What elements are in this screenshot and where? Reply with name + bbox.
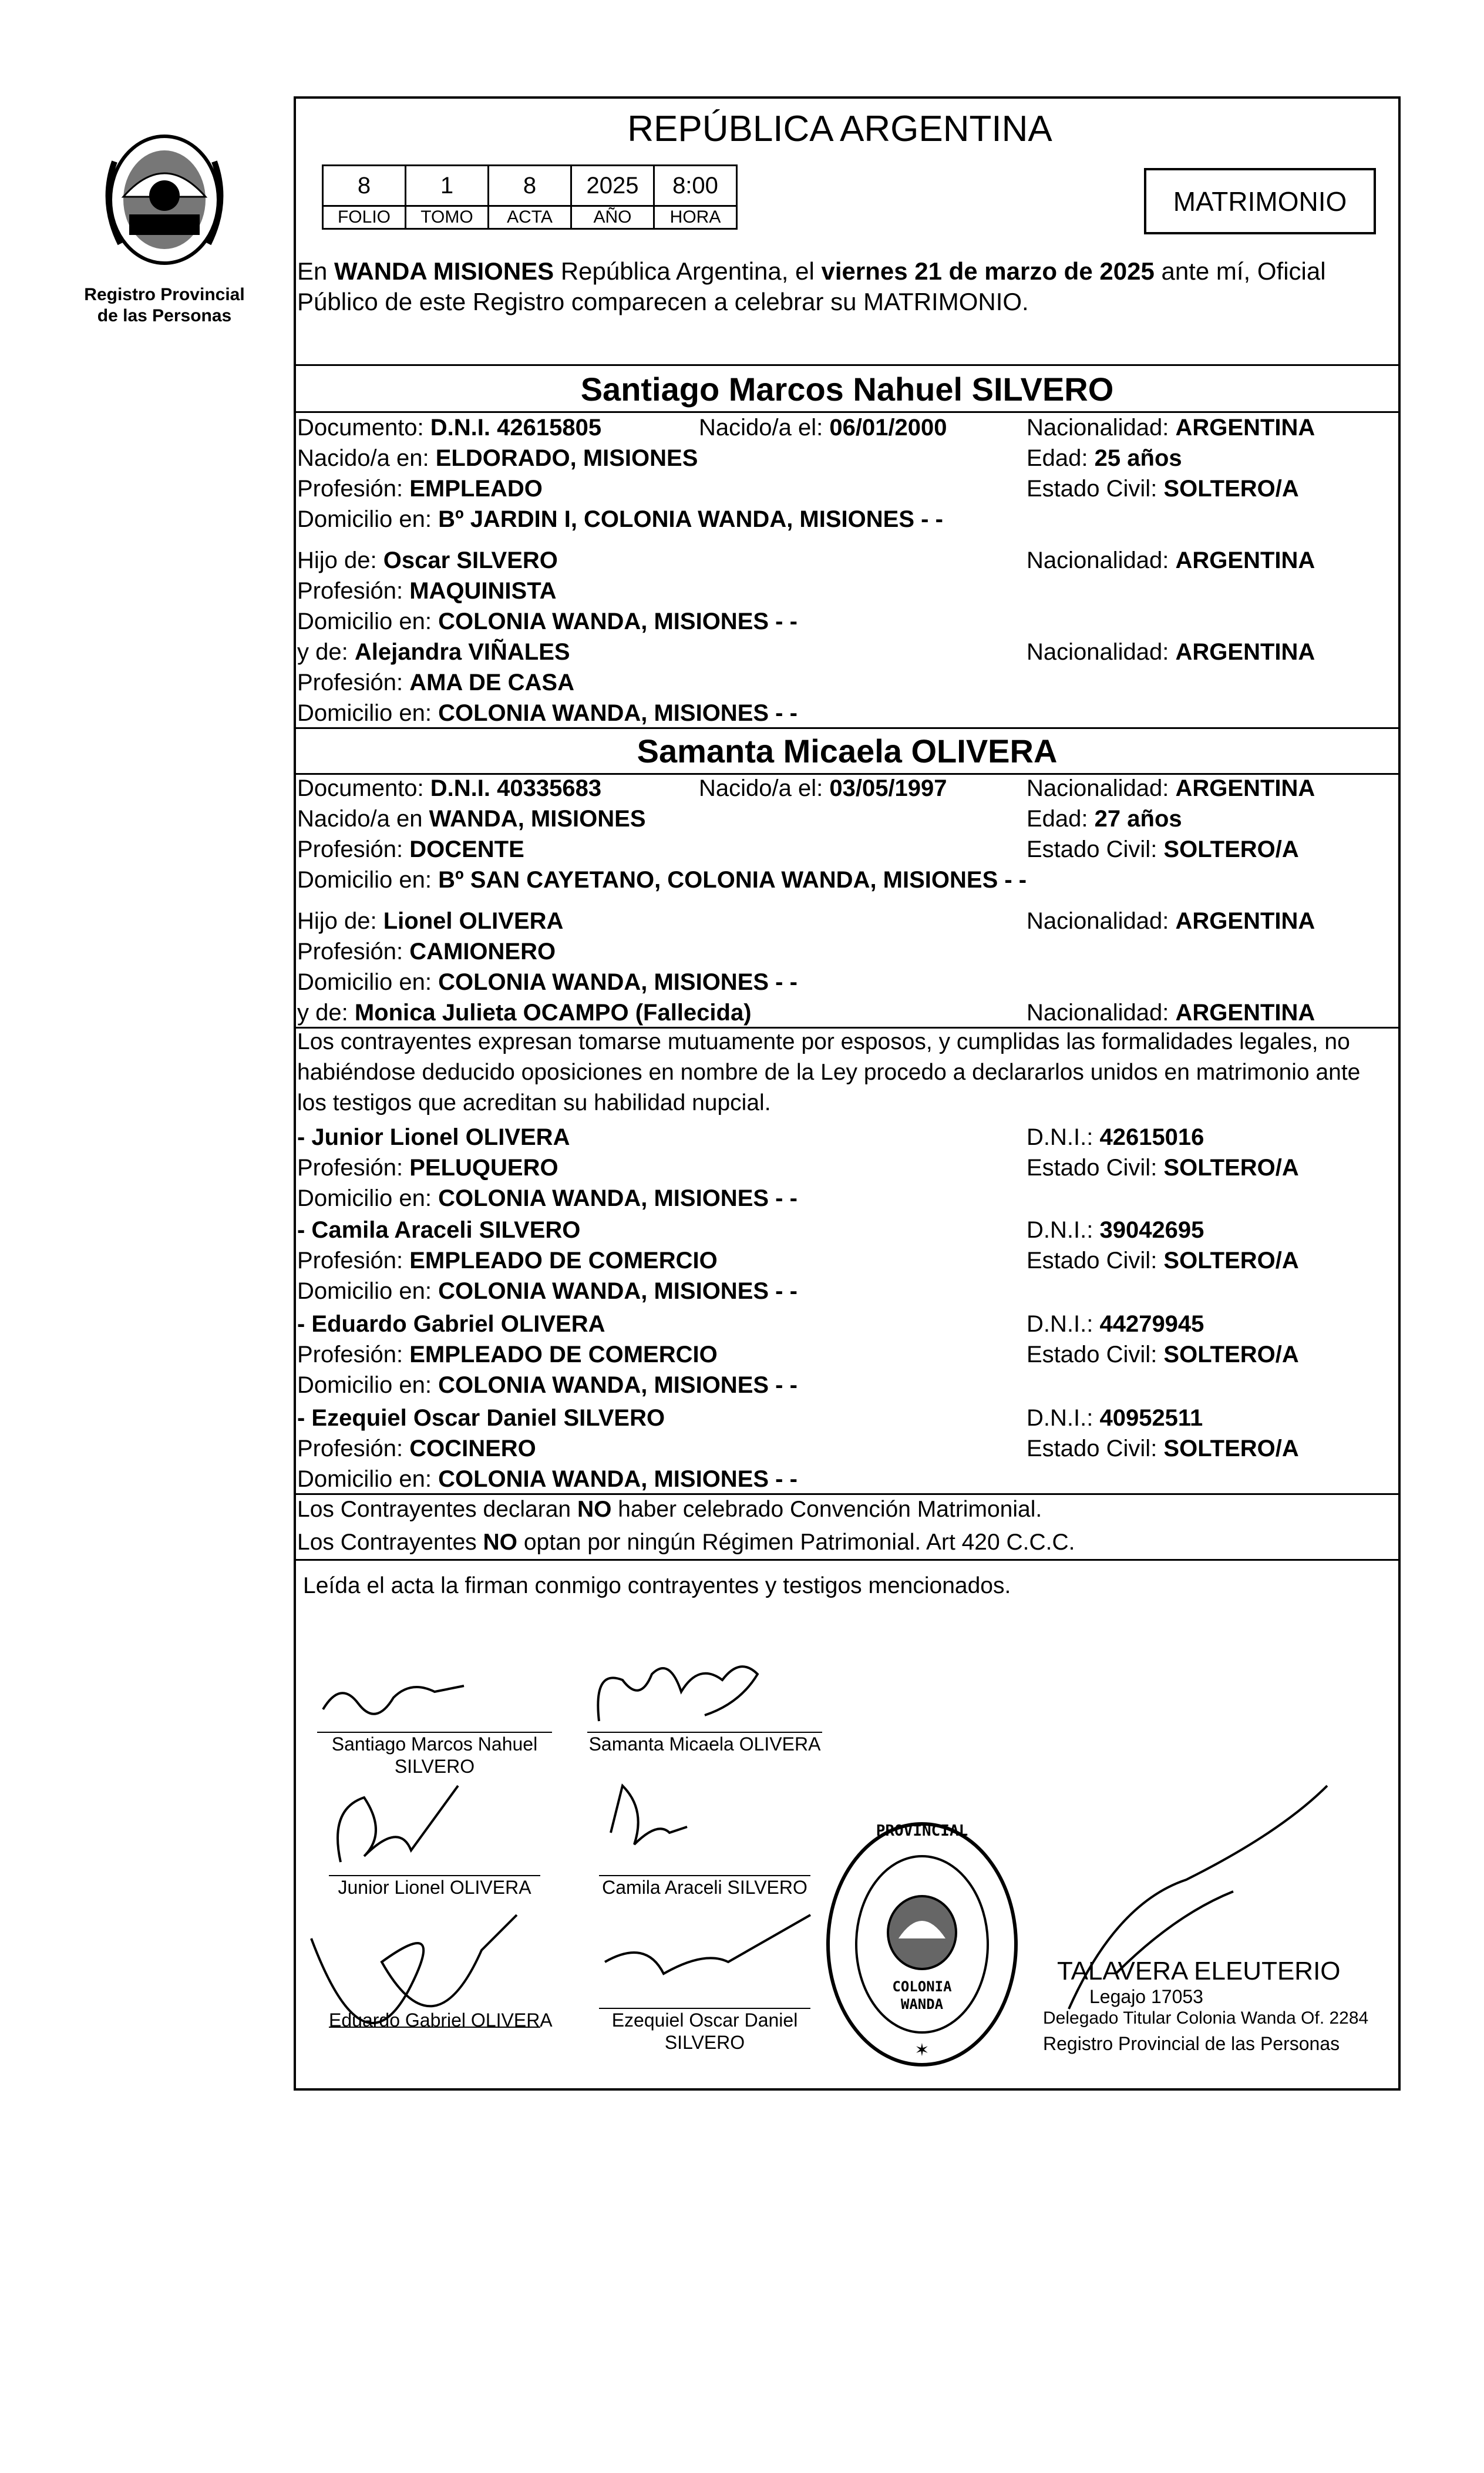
divider	[294, 1559, 1401, 1561]
label: Nacionalidad:	[1027, 908, 1176, 934]
groom-birthdate	[699, 414, 947, 442]
value: ARGENTINA	[1175, 1000, 1315, 1026]
value: Bº JARDIN I, COLONIA WANDA, MISIONES - -	[438, 506, 943, 532]
value: ARGENTINA	[1175, 415, 1315, 441]
anio-value: 2025	[571, 166, 654, 206]
emphasis: NO	[577, 1497, 612, 1522]
value: COLONIA WANDA, MISIONES - -	[438, 609, 797, 634]
groom-profession	[297, 475, 543, 503]
witness-4-name: - Ezequiel Oscar Daniel SILVERO	[297, 1405, 665, 1431]
witness-1-name: - Junior Lionel OLIVERA	[297, 1124, 570, 1150]
witness-3-name: - Eduardo Gabriel OLIVERA	[297, 1311, 605, 1337]
value: 42615016	[1099, 1124, 1204, 1150]
divider	[294, 364, 1401, 366]
label: D.N.I.:	[1027, 1405, 1100, 1431]
value: Lionel OLIVERA	[383, 908, 564, 934]
witness-3-civil-status	[1027, 1340, 1299, 1369]
bride-age	[1027, 805, 1182, 833]
value: 44279945	[1099, 1311, 1204, 1337]
witness-4-civil-status	[1027, 1434, 1299, 1463]
witness-3-signature-caption: Eduardo Gabriel OLIVERA	[329, 2010, 553, 2031]
tomo-label: TOMO	[406, 206, 489, 229]
label: Documento:	[297, 775, 430, 801]
folio-label: FOLIO	[323, 206, 406, 229]
svg-text:COLONIA: COLONIA	[892, 1978, 952, 1995]
value: SOLTERO/A	[1163, 476, 1299, 502]
witness-3-dni	[1027, 1310, 1204, 1338]
officer-name: TALAVERA ELEUTERIO	[1057, 1957, 1341, 1985]
value: ARGENTINA	[1175, 775, 1315, 801]
bride-birthdate	[699, 774, 947, 802]
bride-mother-nationality	[1027, 999, 1315, 1027]
groom-birthplace	[297, 444, 698, 472]
page-title: REPÚBLICA ARGENTINA	[627, 109, 1052, 149]
value: SOLTERO/A	[1163, 1155, 1299, 1181]
text: Los Contrayentes declaran	[297, 1497, 577, 1522]
bride-signature-caption: Samanta Micaela OLIVERA	[588, 1733, 821, 1755]
registry-name-line1: Registro Provincial	[84, 285, 245, 304]
groom-nationality	[1027, 414, 1315, 442]
value: Monica Julieta OCAMPO (Fallecida)	[354, 1000, 752, 1026]
bride-mother	[297, 999, 752, 1027]
label: Documento:	[297, 415, 430, 441]
value: 27 años	[1094, 806, 1182, 832]
value: 40952511	[1099, 1405, 1203, 1431]
groom-address	[297, 505, 943, 533]
groom-age	[1027, 444, 1182, 472]
label: Domicilio en:	[297, 700, 439, 726]
registry-name-line2: de las Personas	[97, 306, 232, 325]
declaration-line-1: Los contrayentes expresan tomarse mutuamente por esposos, y cumplidas las formalidades legales, no	[297, 1029, 1350, 1054]
bride-address	[297, 866, 1027, 894]
groom-mother-address	[297, 699, 797, 727]
label: Profesión:	[297, 939, 410, 965]
witness-2-address	[297, 1277, 797, 1305]
groom-father	[297, 546, 558, 574]
bride-profession	[297, 835, 524, 863]
label: Estado Civil:	[1027, 1436, 1164, 1461]
label: Nacido/a el:	[699, 415, 830, 441]
value: D.N.I. 42615805	[430, 415, 602, 441]
witness-4-signature-caption-1: Ezequiel Oscar Daniel	[611, 2010, 798, 2031]
declaration-line-2: habiéndose deducido oposiciones en nombre de la Ley procedo a declararlos unidos en matrimonio ante	[297, 1060, 1361, 1085]
value: EMPLEADO	[409, 476, 543, 502]
label: Nacido/a en	[297, 806, 429, 832]
groom-father-nationality	[1027, 546, 1315, 574]
intro-text-c: ante mí, Oficial	[1154, 257, 1326, 285]
value: COLONIA WANDA, MISIONES - -	[438, 1466, 797, 1492]
intro-text-b: República Argentina, el	[554, 257, 822, 285]
value: ARGENTINA	[1175, 639, 1315, 665]
value: COLONIA WANDA, MISIONES - -	[438, 969, 797, 995]
label: Edad:	[1027, 806, 1095, 832]
intro-place: WANDA MISIONES	[334, 257, 554, 285]
label: Domicilio en:	[297, 1372, 439, 1398]
text: optan por ningún Régimen Patrimonial. Art 420 C.C.C.	[517, 1530, 1075, 1555]
label: Hijo de:	[297, 908, 383, 934]
convention-line-2	[297, 1528, 1075, 1557]
label: Nacionalidad:	[1027, 1000, 1176, 1026]
value: Alejandra VIÑALES	[354, 639, 570, 665]
label: Profesión:	[297, 670, 410, 695]
label: Profesión:	[297, 1248, 410, 1274]
value: COLONIA WANDA, MISIONES - -	[438, 1278, 797, 1304]
emphasis: NO	[483, 1530, 518, 1555]
closing-text: Leída el acta la firman conmigo contrayentes y testigos mencionados.	[303, 1573, 1011, 1598]
label: y de:	[297, 639, 355, 665]
value: MAQUINISTA	[409, 578, 557, 604]
witness-1-signature-caption: Junior Lionel OLIVERA	[338, 1877, 531, 1898]
intro-date: viernes 21 de marzo de 2025	[821, 257, 1155, 285]
witness-1-civil-status	[1027, 1154, 1299, 1182]
witness-1-profession	[297, 1154, 558, 1182]
groom-name: Santiago Marcos Nahuel SILVERO	[580, 371, 1114, 408]
label: Profesión:	[297, 1342, 410, 1367]
label: Nacido/a en:	[297, 445, 436, 471]
value: PELUQUERO	[409, 1155, 558, 1181]
witness-2-dni	[1027, 1216, 1204, 1244]
value: Oscar SILVERO	[383, 547, 558, 573]
groom-mother-nationality	[1027, 638, 1315, 666]
official-seal	[822, 1815, 1022, 2074]
value: CAMIONERO	[409, 939, 556, 965]
convention-line-1	[297, 1496, 1042, 1524]
label: Domicilio en:	[297, 609, 439, 634]
value: AMA DE CASA	[409, 670, 574, 695]
svg-text:PROVINCIAL: PROVINCIAL	[876, 1822, 968, 1840]
label: D.N.I.:	[1027, 1124, 1100, 1150]
value: COCINERO	[409, 1436, 536, 1461]
witness-1-dni	[1027, 1123, 1204, 1151]
witness-4-dni	[1027, 1404, 1203, 1432]
value: COLONIA WANDA, MISIONES - -	[438, 1372, 797, 1398]
divider	[294, 1493, 1401, 1495]
bride-father-nationality	[1027, 907, 1315, 935]
groom-document	[297, 414, 601, 442]
text: Los Contrayentes	[297, 1530, 483, 1555]
groom-father-address	[297, 607, 797, 636]
value: 25 años	[1094, 445, 1182, 471]
hora-label: HORA	[654, 206, 737, 229]
groom-mother-profession	[297, 668, 574, 697]
divider	[294, 727, 1401, 729]
divider	[294, 411, 1401, 413]
officer-legajo: Legajo 17053	[1089, 1986, 1203, 2007]
text: haber celebrado Convención Matrimonial.	[611, 1497, 1042, 1522]
witness-3-address	[297, 1371, 797, 1399]
label: Hijo de:	[297, 547, 383, 573]
label: Estado Civil:	[1027, 1342, 1164, 1367]
bride-father-profession	[297, 938, 556, 966]
value: D.N.I. 40335683	[430, 775, 602, 801]
groom-signature-caption-2: SILVERO	[394, 1756, 475, 1777]
acta-label: ACTA	[489, 206, 571, 229]
label: D.N.I.:	[1027, 1311, 1100, 1337]
officer-org: Registro Provincial de las Personas	[1043, 2033, 1340, 2054]
label: Estado Civil:	[1027, 836, 1164, 862]
value: SOLTERO/A	[1163, 1436, 1299, 1461]
label: Estado Civil:	[1027, 1248, 1164, 1274]
groom-mother	[297, 638, 570, 666]
label: Profesión:	[297, 476, 410, 502]
witness-2-name: - Camila Araceli SILVERO	[297, 1217, 581, 1243]
intro-text-a: En	[297, 257, 335, 285]
label: Domicilio en:	[297, 867, 439, 893]
label: Estado Civil:	[1027, 1155, 1164, 1181]
groom-signature-caption-1: Santiago Marcos Nahuel	[331, 1733, 538, 1755]
label: Domicilio en:	[297, 1278, 439, 1304]
groom-father-profession	[297, 577, 557, 605]
registry-logo	[88, 126, 241, 279]
value: SOLTERO/A	[1163, 1248, 1299, 1274]
label: Profesión:	[297, 1155, 410, 1181]
intro-line-2: Público de este Registro comparecen a celebrar su MATRIMONIO.	[297, 288, 1029, 315]
value: EMPLEADO DE COMERCIO	[409, 1248, 718, 1274]
value: 06/01/2000	[829, 415, 947, 441]
folio-value: 8	[323, 166, 406, 206]
value: ELDORADO, MISIONES	[435, 445, 698, 471]
label: Domicilio en:	[297, 1185, 439, 1211]
value: 03/05/1997	[829, 775, 947, 801]
witness-4-profession	[297, 1434, 536, 1463]
label: Nacionalidad:	[1027, 547, 1176, 573]
bride-document	[297, 774, 601, 802]
witness-1-address	[297, 1184, 797, 1212]
witness-2-profession	[297, 1246, 718, 1275]
label: Nacionalidad:	[1027, 639, 1176, 665]
svg-text:✶: ✶	[914, 2040, 930, 2061]
witness-4-address	[297, 1465, 797, 1493]
bride-father	[297, 907, 563, 935]
label: Nacido/a el:	[699, 775, 830, 801]
officer-title: Delegado Titular Colonia Wanda Of. 2284	[1043, 2008, 1369, 2028]
value: COLONIA WANDA, MISIONES - -	[438, 700, 797, 726]
tomo-value: 1	[406, 166, 489, 206]
label: Estado Civil:	[1027, 476, 1164, 502]
label: Domicilio en:	[297, 1466, 439, 1492]
value: SOLTERO/A	[1163, 836, 1299, 862]
groom-civil-status	[1027, 475, 1299, 503]
label: Nacionalidad:	[1027, 415, 1176, 441]
label: D.N.I.:	[1027, 1217, 1100, 1243]
bride-birthplace	[297, 805, 646, 833]
label: Domicilio en:	[297, 969, 439, 995]
value: 39042695	[1099, 1217, 1204, 1243]
value: EMPLEADO DE COMERCIO	[409, 1342, 718, 1367]
value: WANDA, MISIONES	[429, 806, 646, 832]
label: Nacionalidad:	[1027, 775, 1176, 801]
act-type-box: MATRIMONIO	[1144, 168, 1376, 234]
label: Edad:	[1027, 445, 1095, 471]
bride-civil-status	[1027, 835, 1299, 863]
value: COLONIA WANDA, MISIONES - -	[438, 1185, 797, 1211]
witness-3-profession	[297, 1340, 718, 1369]
label: Profesión:	[297, 1436, 410, 1461]
value: DOCENTE	[409, 836, 524, 862]
declaration-line-3: los testigos que acreditan su habilidad nupcial.	[297, 1090, 771, 1115]
witness-2-civil-status	[1027, 1246, 1299, 1275]
svg-text:WANDA: WANDA	[900, 1996, 944, 2012]
value: ARGENTINA	[1175, 908, 1315, 934]
acta-value: 8	[489, 166, 571, 206]
bride-nationality	[1027, 774, 1315, 802]
hora-value: 8:00	[654, 166, 737, 206]
intro-line-1	[297, 256, 1326, 287]
act-number-grid	[322, 164, 738, 230]
label: Profesión:	[297, 836, 410, 862]
value: Bº SAN CAYETANO, COLONIA WANDA, MISIONES - -	[438, 867, 1027, 893]
bride-father-address	[297, 968, 797, 996]
anio-label: AÑO	[571, 206, 654, 229]
label: y de:	[297, 1000, 355, 1026]
value: ARGENTINA	[1175, 547, 1315, 573]
value: SOLTERO/A	[1163, 1342, 1299, 1367]
witness-2-signature-caption: Camila Araceli SILVERO	[602, 1877, 807, 1898]
bride-name: Samanta Micaela OLIVERA	[637, 733, 1058, 770]
label: Profesión:	[297, 578, 410, 604]
witness-4-signature-caption-2: SILVERO	[664, 2032, 745, 2053]
label: Domicilio en:	[297, 506, 439, 532]
